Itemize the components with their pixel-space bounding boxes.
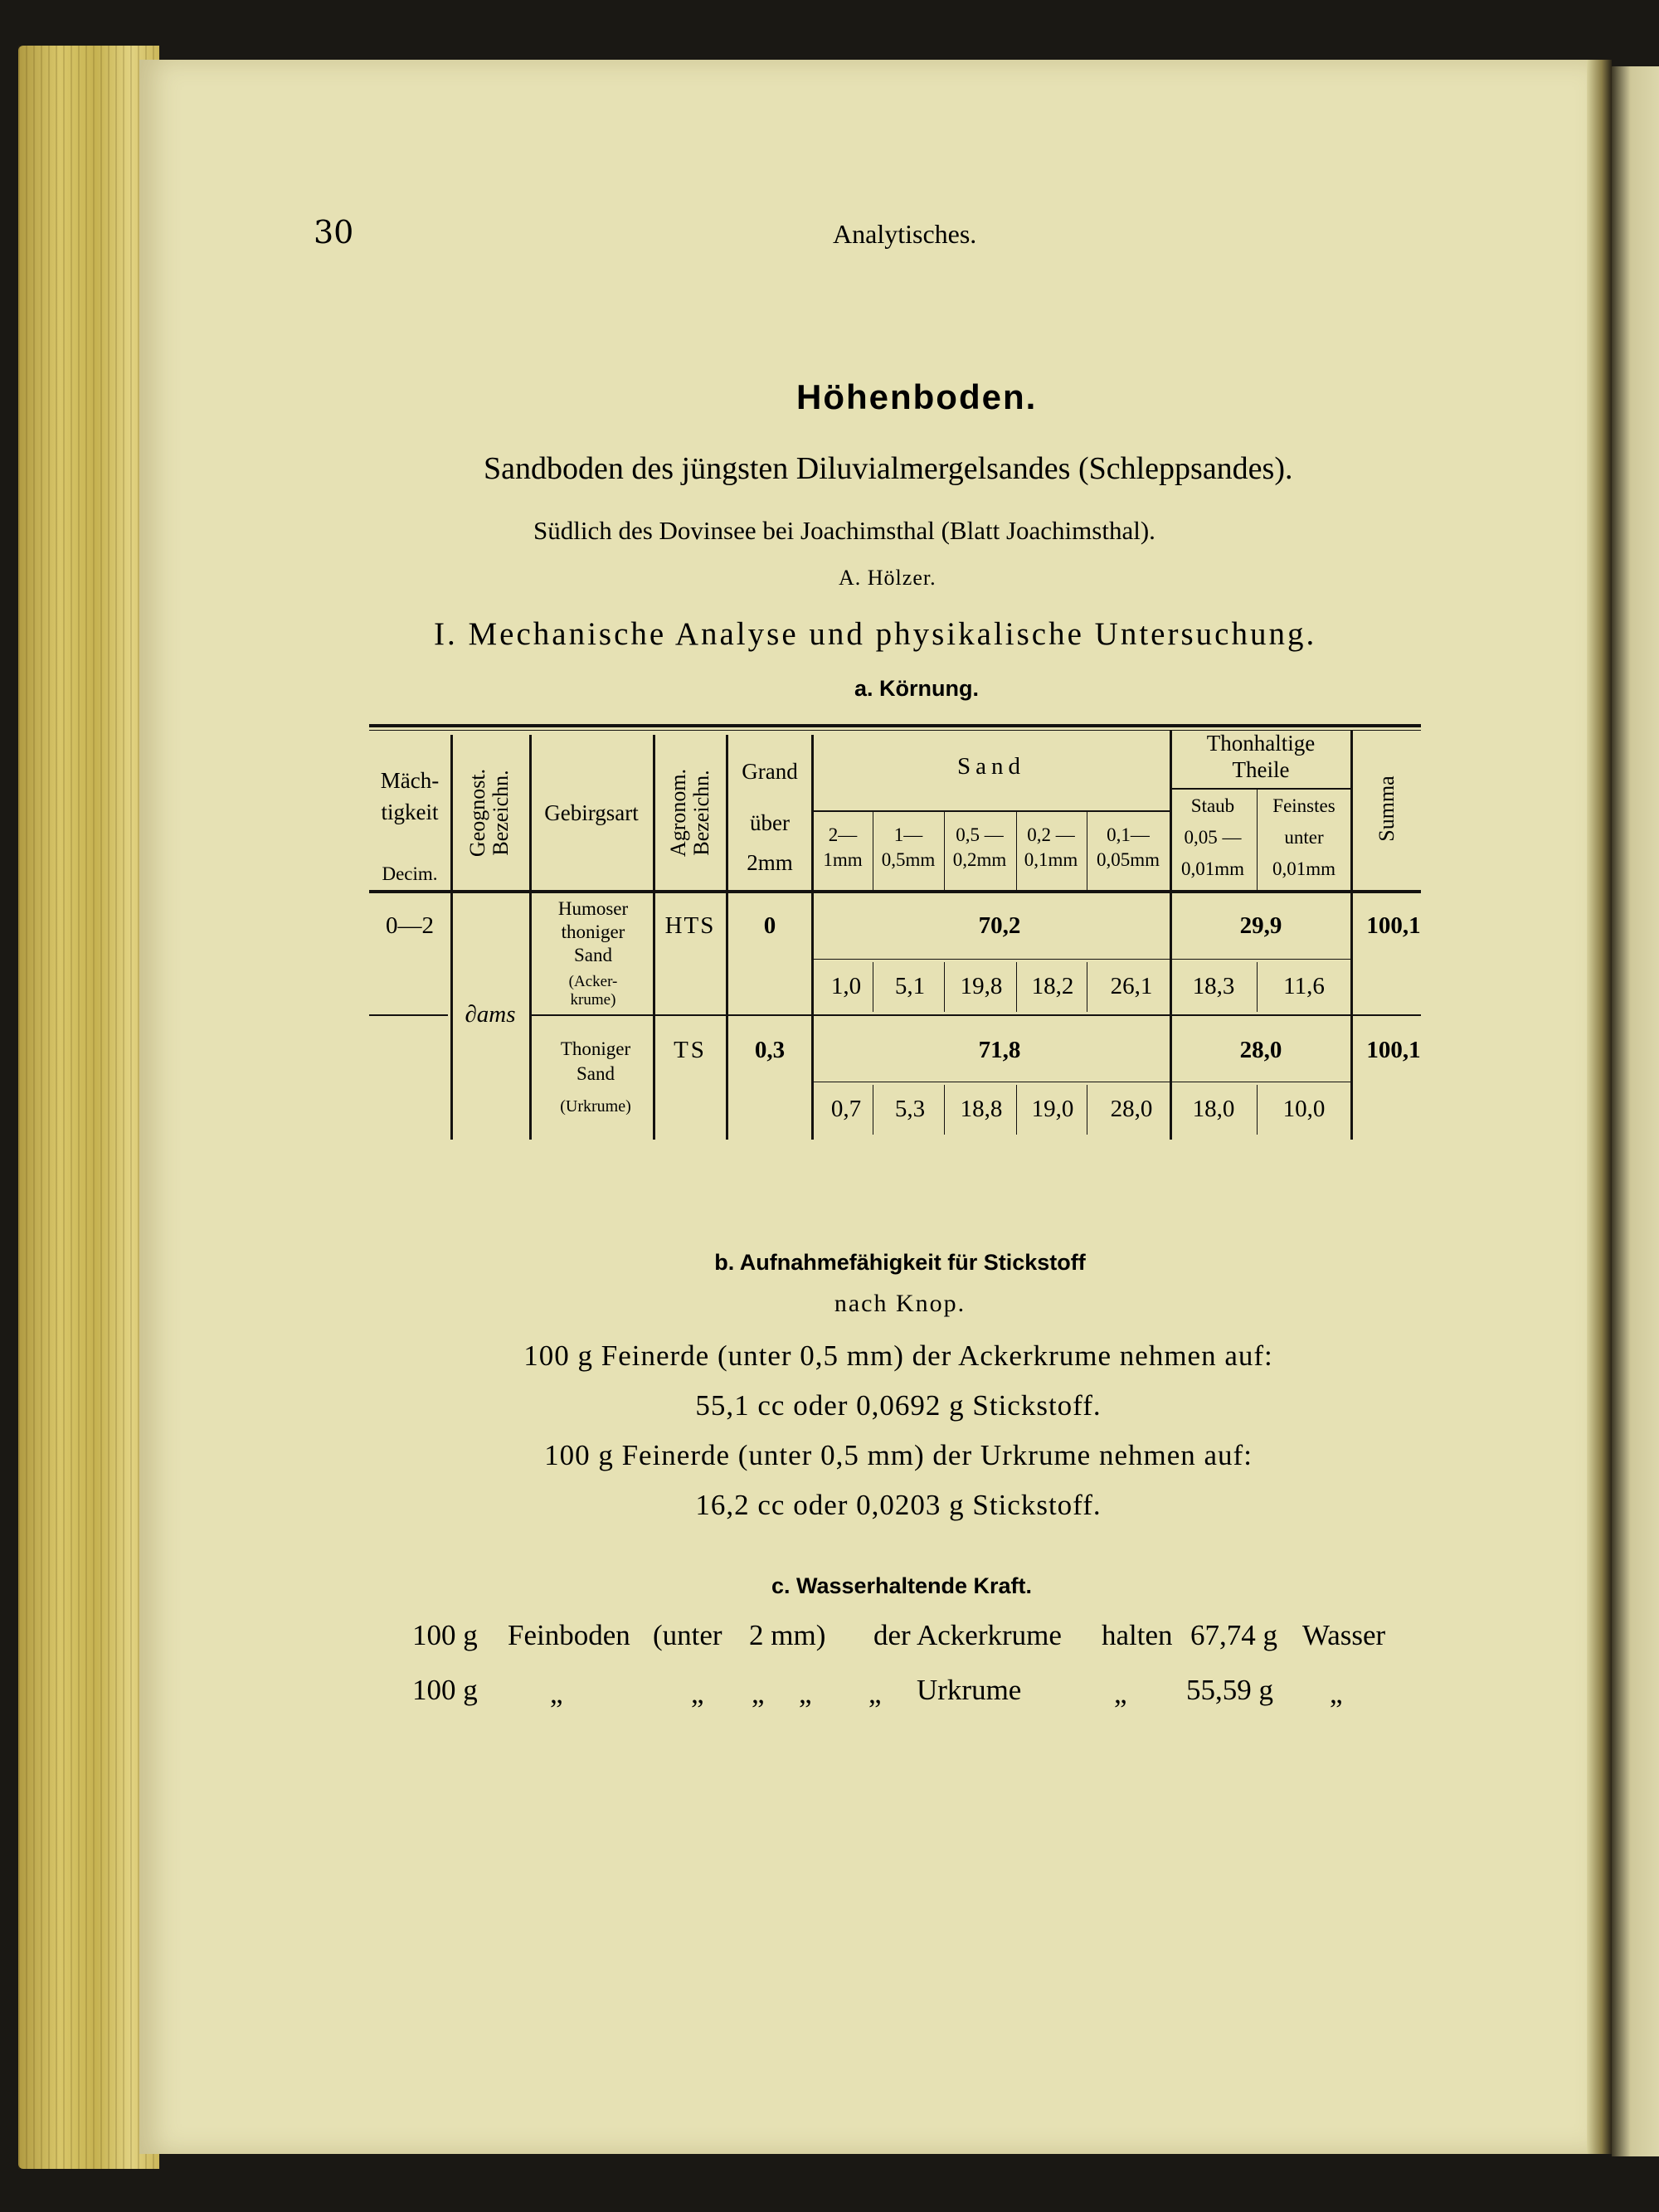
row1-summa: 100,1 — [1366, 912, 1421, 939]
wasser-row1-value: 67,74 g — [1190, 1619, 1277, 1651]
page-edges — [18, 46, 159, 2169]
subsection-b-method: nach Knop. — [834, 1290, 966, 1317]
row2-summa: 100,1 — [1366, 1037, 1421, 1063]
row1-feinstes: 11,6 — [1283, 973, 1325, 999]
geognost-code: ∂ams — [465, 1001, 516, 1028]
wasser-row2-layer: Urkrume — [917, 1674, 1022, 1706]
wasser-row1-halten: halten — [1102, 1619, 1173, 1651]
row1-sand-02-01: 18,2 — [1031, 973, 1074, 999]
row2-staub: 18,0 — [1192, 1096, 1235, 1122]
header-sand-02-01: 0,2 — 0,1mm — [1024, 824, 1078, 870]
header-staub: Staub 0,05 — 0,01mm — [1180, 795, 1245, 879]
row1-gebirgsart-note: (Acker- krume) — [568, 973, 618, 1009]
facing-page-edge — [1612, 66, 1659, 2156]
row1-gebirgsart: Humoser thoniger Sand — [557, 898, 629, 965]
depth-value: 0—2 — [386, 912, 434, 939]
wasser-row1-material: Feinboden — [508, 1619, 630, 1651]
row2-sand-1-05: 5,3 — [894, 1096, 926, 1122]
header-geognost: Geognost. Bezeichn. — [465, 768, 513, 858]
row1-thon-total: 29,9 — [1239, 912, 1282, 939]
header-decim: Decim. — [382, 863, 438, 884]
book-page — [139, 60, 1587, 2154]
subtitle: Sandboden des jüngsten Diluvialmergelsandes (Schleppsandes). — [484, 451, 1293, 486]
running-title: Analytisches. — [833, 219, 977, 249]
row2-thon-total: 28,0 — [1239, 1037, 1282, 1063]
wasser-row2-ditto-3: „ — [752, 1677, 765, 1709]
wasser-row2-value: 55,59 g — [1186, 1674, 1273, 1706]
wasser-row2-ditto-6: „ — [1114, 1677, 1127, 1709]
stickstoff-line-3: 100 g Feinerde (unter 0,5 mm) der Urkrume nehmen auf: — [544, 1439, 1253, 1471]
row1-sand-01-005: 26,1 — [1110, 973, 1153, 999]
header-sand-01-005: 0,1— 0,05mm — [1096, 824, 1160, 870]
header-ueber: über — [750, 810, 790, 835]
row1-agronom: HTS — [664, 912, 716, 939]
header-summa: Summa — [1374, 775, 1399, 842]
subsection-b-heading: b. Aufnahmefähigkeit für Stickstoff — [714, 1250, 1086, 1275]
section-title: I. Mechanische Analyse und physikalische Untersuchung. — [434, 616, 1317, 652]
wasser-row2-ditto-2: „ — [691, 1677, 704, 1709]
author: A. Hölzer. — [839, 566, 937, 590]
header-sand-2-1: 2— 1mm — [823, 824, 863, 870]
header-feinstes: Feinstes unter 0,01mm — [1272, 795, 1336, 879]
row2-feinstes: 10,0 — [1282, 1096, 1326, 1122]
wasser-row2-ditto-7: „ — [1330, 1677, 1343, 1709]
header-sand-05-02: 0,5 — 0,2mm — [952, 824, 1007, 870]
row1-grand: 0 — [763, 912, 776, 939]
row2-sand-01-005: 28,0 — [1110, 1096, 1153, 1122]
header-maechtigkeit: Mäch- tigkeit — [380, 768, 440, 824]
header-gebirgsart: Gebirgsart — [544, 800, 639, 825]
row2-sand-02-01: 19,0 — [1031, 1096, 1074, 1122]
wasser-row2-ditto-4: „ — [799, 1677, 812, 1709]
header-agronom: Agronom. Bezeichn. — [666, 768, 713, 858]
header-grand: Grand — [742, 759, 798, 784]
stickstoff-line-4: 16,2 cc oder 0,0203 g Stickstoff. — [695, 1489, 1102, 1521]
header-grand-size: 2mm — [747, 850, 793, 875]
wasser-row2-ditto-5: „ — [868, 1677, 882, 1709]
page-number: 30 — [314, 214, 354, 250]
locality: Südlich des Dovinsee bei Joachimsthal (Blatt Joachimsthal). — [533, 516, 1155, 545]
row2-gebirgsart-note: (Urkrume) — [560, 1097, 631, 1116]
wasser-row1-amount: 100 g — [412, 1619, 478, 1651]
wasser-row1-der: der — [873, 1619, 911, 1651]
row1-sand-1-05: 5,1 — [894, 973, 926, 999]
stickstoff-line-1: 100 g Feinerde (unter 0,5 mm) der Ackerkrume nehmen auf: — [523, 1339, 1273, 1372]
wasser-row1-wasser: Wasser — [1302, 1619, 1386, 1651]
row2-agronom: TS — [674, 1037, 707, 1063]
page-title: Höhenboden. — [796, 377, 1038, 416]
row1-sand-2-1: 1,0 — [830, 973, 862, 999]
row2-sand-total: 71,8 — [978, 1037, 1021, 1063]
header-thonhaltige: Thonhaltige Theile — [1206, 731, 1316, 782]
wasser-row1-size: 2 mm) — [749, 1619, 826, 1651]
wasser-row1-layer: Ackerkrume — [917, 1619, 1062, 1651]
subsection-c-heading: c. Wasserhaltende Kraft. — [771, 1573, 1033, 1598]
row1-sand-total: 70,2 — [978, 912, 1021, 939]
wasser-row2-ditto-1: „ — [550, 1677, 563, 1709]
row2-sand-2-1: 0,7 — [830, 1096, 862, 1122]
page-gutter — [1587, 60, 1612, 2154]
header-sand-1-05: 1— 0,5mm — [881, 824, 936, 870]
row1-sand-05-02: 19,8 — [960, 973, 1003, 999]
row2-gebirgsart: Thoniger Sand — [560, 1038, 631, 1084]
row1-staub: 18,3 — [1192, 973, 1235, 999]
wasser-row1-unter: (unter — [653, 1619, 722, 1651]
row2-grand: 0,3 — [754, 1037, 786, 1063]
header-sand: Sand — [957, 753, 1025, 780]
subsection-a-heading: a. Körnung. — [854, 676, 979, 701]
stickstoff-line-2: 55,1 cc oder 0,0692 g Stickstoff. — [695, 1389, 1102, 1422]
wasser-row2-amount: 100 g — [412, 1674, 478, 1706]
row2-sand-05-02: 18,8 — [960, 1096, 1003, 1122]
